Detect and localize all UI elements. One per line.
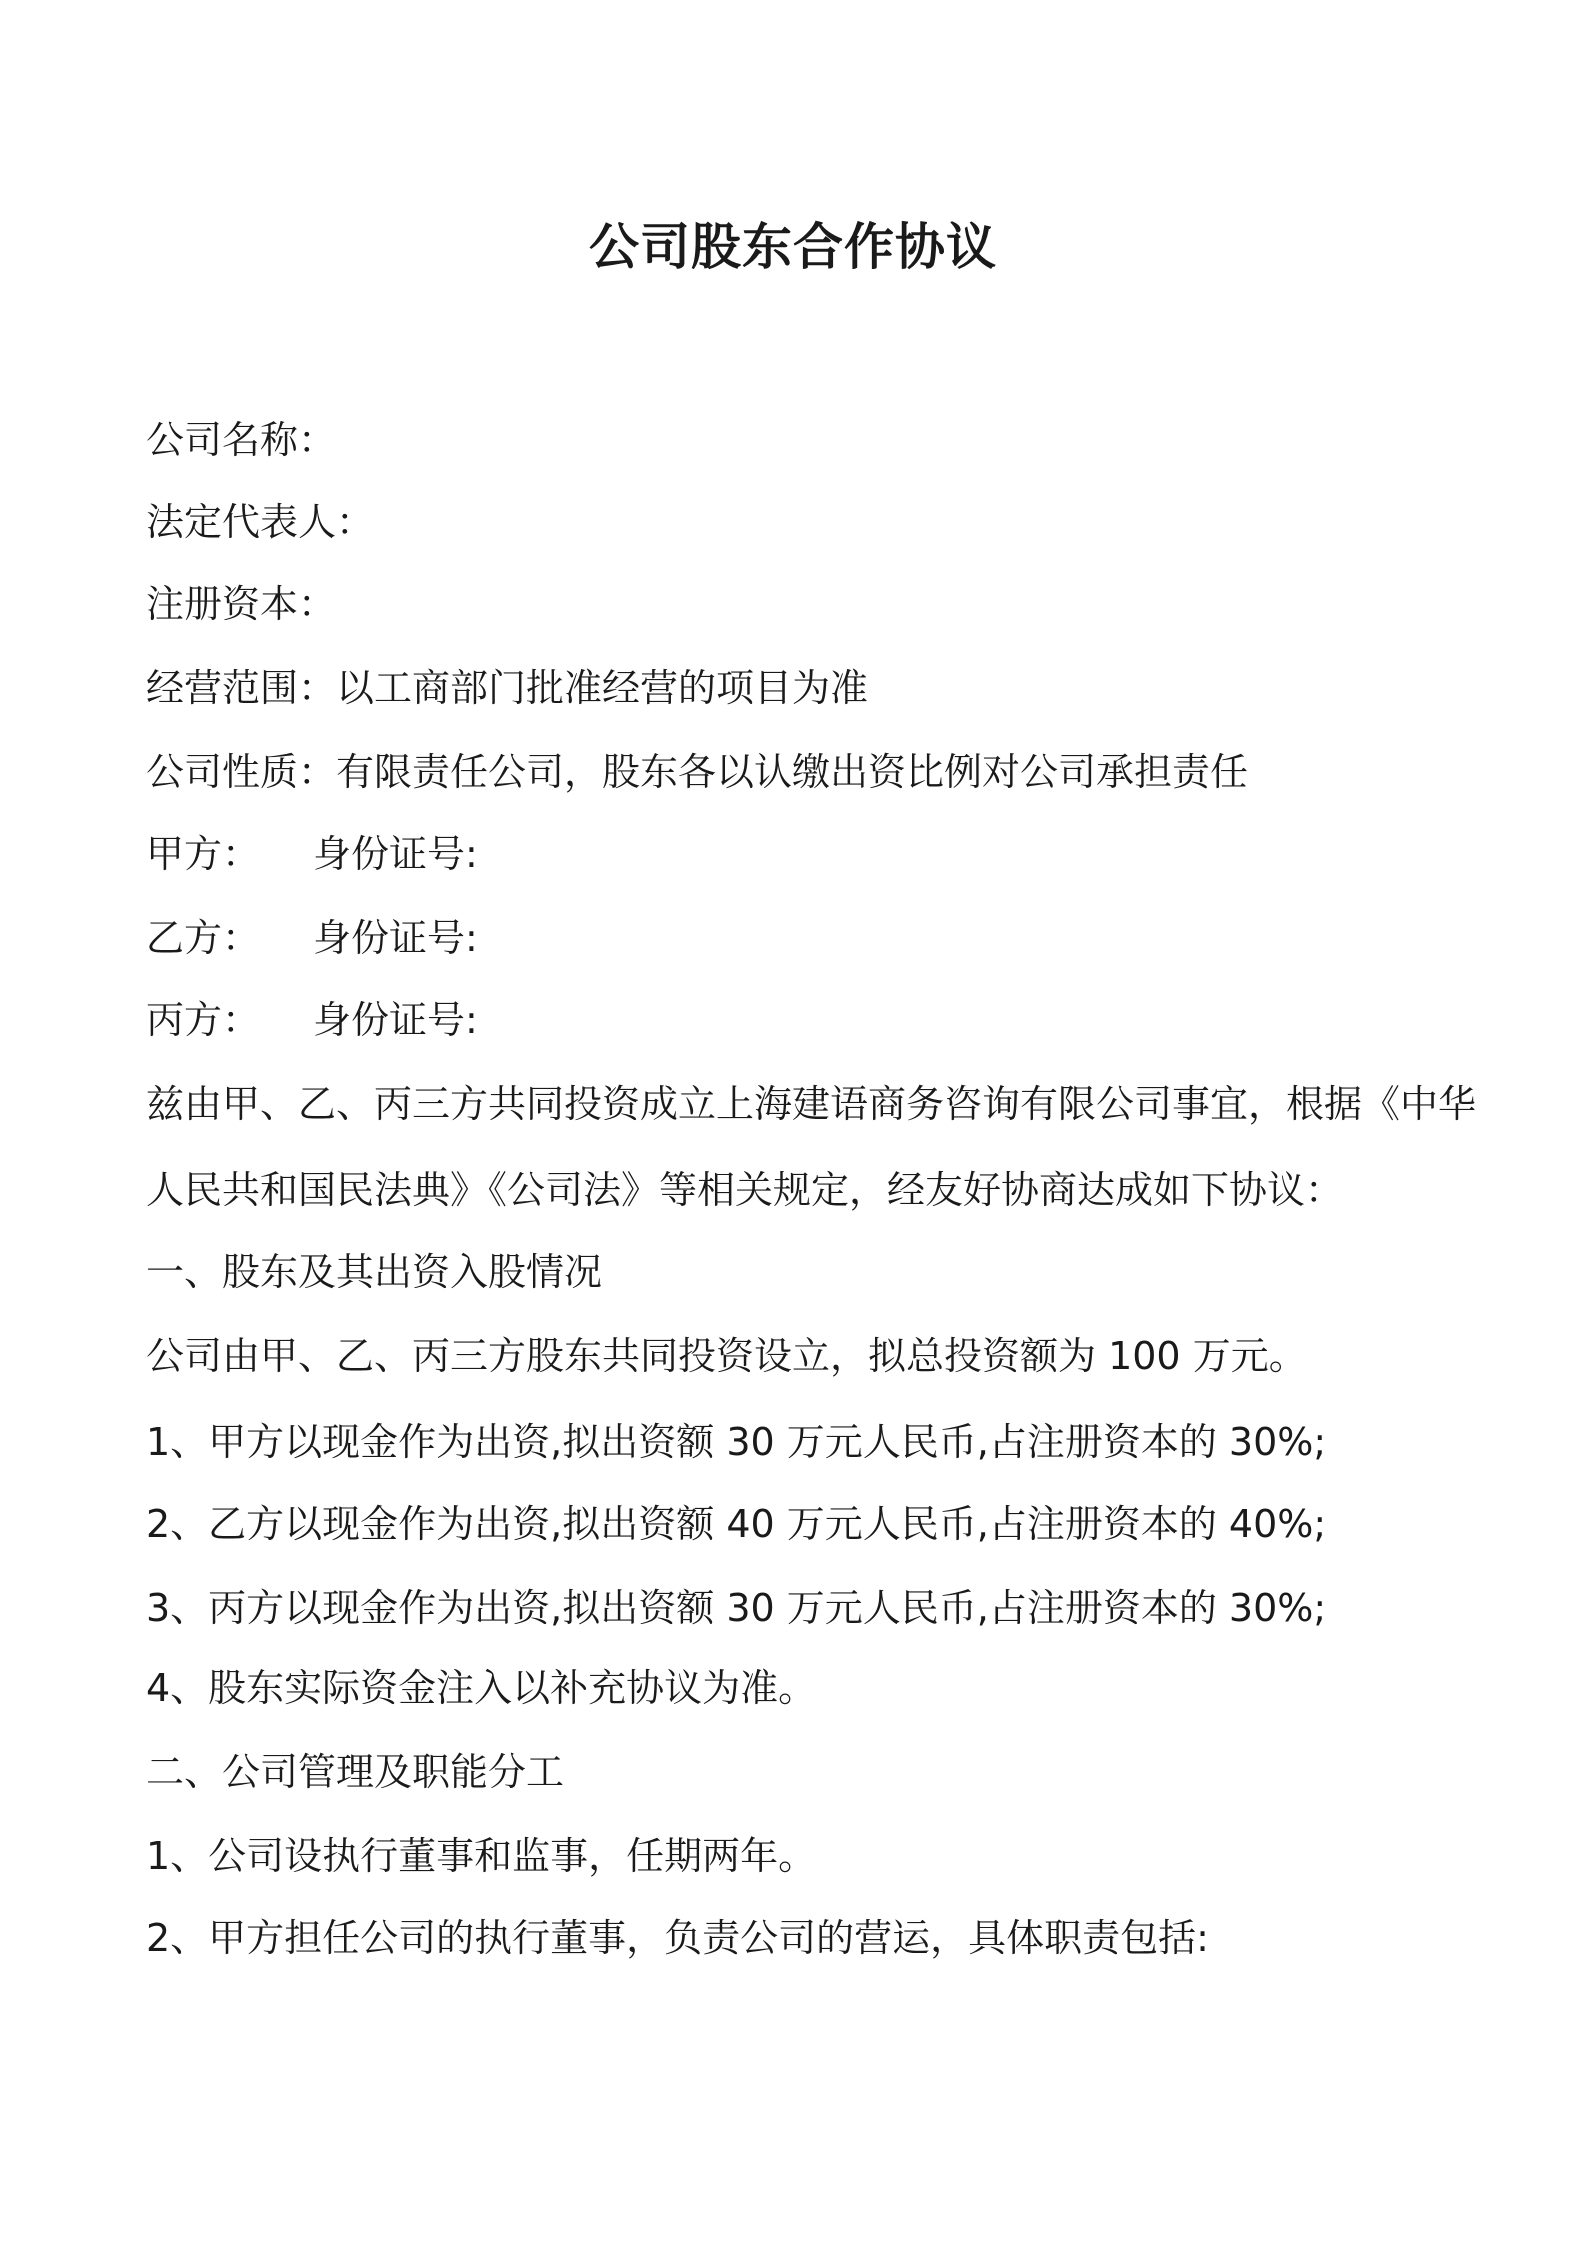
company-name-line: 公司名称： xyxy=(146,418,337,462)
party-c-label: 丙方： xyxy=(146,998,261,1042)
section1-item-3: 3、丙方以现金作为出资,拟出资额 30 万元人民币,占注册资本的 30%; xyxy=(146,1586,1327,1630)
preamble-line-1: 兹由甲、乙、丙三方共同投资成立上海建语商务咨询有限公司事宜，根据《中华 xyxy=(146,1082,1477,1126)
section1-item-1: 1、甲方以现金作为出资,拟出资额 30 万元人民币,占注册资本的 30%; xyxy=(146,1420,1327,1464)
party-c-id-label: 身份证号: xyxy=(313,998,478,1042)
company-nature-line: 公司性质：有限责任公司，股东各以认缴出资比例对公司承担责任 xyxy=(146,750,1249,794)
section2-item-2: 2、甲方担任公司的执行董事，负责公司的营运，具体职责包括: xyxy=(146,1916,1209,1960)
party-a-id-label: 身份证号: xyxy=(313,832,478,876)
registered-capital-line: 注册资本： xyxy=(146,582,337,626)
section2-heading: 二、公司管理及职能分工 xyxy=(146,1750,565,1794)
section1-item-2: 2、乙方以现金作为出资,拟出资额 40 万元人民币,占注册资本的 40%; xyxy=(146,1502,1327,1546)
section2-item-1: 1、公司设执行董事和监事，任期两年。 xyxy=(146,1834,817,1878)
party-b-line xyxy=(146,910,478,966)
party-a-label: 甲方： xyxy=(146,832,261,876)
business-scope-line: 经营范围：以工商部门批准经营的项目为准 xyxy=(146,666,869,710)
party-a-line xyxy=(146,826,478,882)
party-b-id-label: 身份证号: xyxy=(313,916,478,960)
legal-rep-line: 法定代表人： xyxy=(146,500,375,544)
party-b-label: 乙方： xyxy=(146,916,261,960)
section1-intro: 公司由甲、乙、丙三方股东共同投资设立，拟总投资额为 100 万元。 xyxy=(146,1334,1307,1378)
preamble-line-2: 人民共和国民法典》《公司法》等相关规定，经友好协商达成如下协议： xyxy=(146,1168,1344,1212)
party-c-line xyxy=(146,992,478,1048)
document-title: 公司股东合作协议 xyxy=(589,218,997,276)
section1-heading: 一、股东及其出资入股情况 xyxy=(146,1250,603,1294)
section1-item-4: 4、股东实际资金注入以补充协议为准。 xyxy=(146,1666,817,1710)
